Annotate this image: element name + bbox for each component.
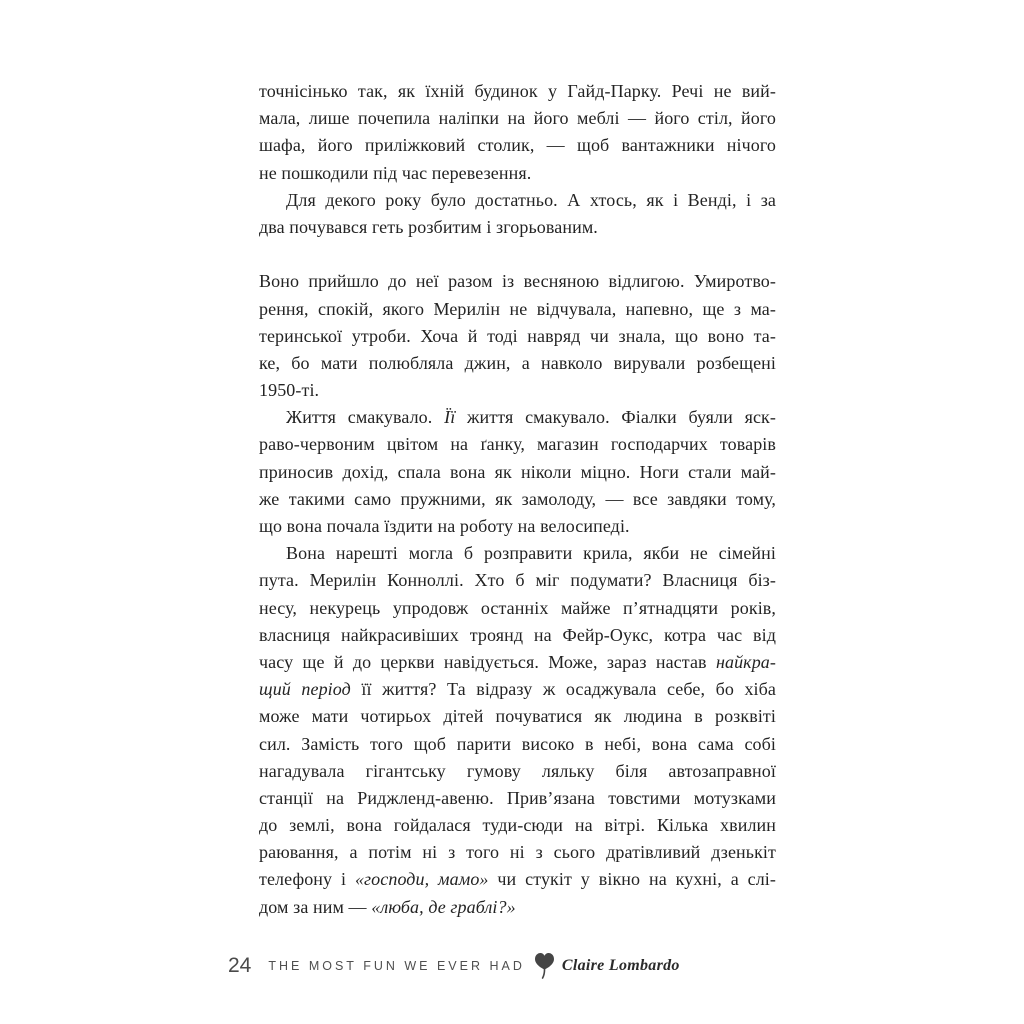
body-text: телефону і [259,869,355,890]
author-name: Claire Lombardo [561,957,680,974]
italic-text: «господи, мамо» [354,869,489,890]
text-line [259,105,776,132]
italic-text: найкра- [715,651,776,672]
text-line [259,866,776,893]
body-text: раювання, а потім ні з того ні з сього дратівливий дзенькіт [259,842,776,863]
page-footer [228,950,680,982]
body-text: Воно прийшло до неї разом із весняною відлигою. Умиротво- [259,271,776,292]
body-text: шафа, його приліжковий столик, — щоб вантажники нічого [259,135,776,156]
page-text [259,78,776,921]
body-text: точнісінько так, як їхній будинок у Гайд-Парку. Речі не вий- [259,81,776,101]
text-line [259,567,776,594]
italic-text: «люба, де граблі?» [371,896,516,917]
body-text: два почувався геть розбитим і згорьованим. [259,216,598,237]
text-line [259,296,776,323]
text-line [259,839,776,866]
body-text: чи стукіт у вікно на кухні, а слі- [488,869,776,890]
ginkgo-leaf-icon [534,952,555,979]
body-text: пута. Мерилін Конноллі. Хто б міг подумати? Власниця біз- [259,570,776,591]
text-line [259,894,776,921]
body-text: раво-червоним цвітом на ґанку, магазин господарчих товарів [259,434,776,455]
body-text: мала, лише почепила наліпки на його меблі — його стіл, його [259,108,776,129]
body-text: сил. Замість того щоб парити високо в небі, вона сама собі [259,733,776,754]
body-text: рення, спокій, якого Мерилін не відчувала, напевно, ще з ма- [259,298,776,319]
text-line [259,323,776,350]
body-text: несу, некурець упродовж останніх майже п’ятнадцяти років, [259,597,776,618]
running-book-title: THE MOST FUN WE EVER HAD [268,959,525,973]
body-text: до землі, вона гойдалася туди-сюди на вітрі. Кілька хвилин [259,815,776,836]
text-line [259,676,776,703]
text-line [259,513,776,540]
body-text: що вона почала їздити на роботу на велосипеді. [259,516,630,536]
section-break [259,241,776,268]
body-text: Вона нарешті могла б розправити крила, якби не сімейні [286,543,776,564]
body-text: її життя? Та відразу ж осаджувала себе, бо хіба [350,679,776,700]
text-line [259,622,776,649]
page-number: 24 [228,954,252,977]
body-text: власниця найкрасивіших троянд на Фейр-Оукс, котра час від [259,624,776,645]
text-line [259,160,776,187]
text-line [259,758,776,785]
body-text: не пошкодили під час перевезення. [259,162,532,183]
text-line [259,78,776,105]
italic-text: щий період [259,679,351,700]
body-text: Життя смакувало. [286,407,445,428]
text-line [259,187,776,214]
body-text: станції на Риджленд-авеню. Прив’язана товстими мотузками [259,787,776,808]
body-text: же такими само пружними, як замолоду, — все завдяки тому, [259,488,776,509]
text-line [259,785,776,812]
text-line [259,540,776,567]
text-line [259,812,776,839]
body-text: може мати чотирьох дітей почуватися як людина в розквіті [259,706,776,727]
text-line [259,649,776,676]
italic-text: Її [444,407,456,428]
text-line [259,377,776,404]
body-text: часу ще й до церкви навідується. Може, зараз настав [259,651,716,672]
body-text: приносив дохід, спала вона як ніколи міцно. Ноги стали май- [259,461,776,482]
text-line [259,404,776,431]
text-line [259,350,776,377]
text-line [259,132,776,159]
body-text: життя смакувало. Фіалки буяли яск- [455,407,776,428]
body-text: ке, бо мати полюбляла джин, а навколо вирували розбещені [259,352,776,373]
text-line [259,268,776,295]
text-line [259,486,776,513]
body-text: нагадувала гігантську гумову ляльку біля автозаправної [259,760,776,781]
text-line [259,595,776,622]
text-line [259,703,776,730]
body-text: теринської утроби. Хоча й тоді навряд чи знала, що воно та- [259,325,776,346]
text-line [259,214,776,241]
body-text: 1950-ті. [259,380,320,401]
body-text: дом за ним — [259,896,372,917]
text-line [259,459,776,486]
text-line [259,731,776,758]
body-text: Для декого року було достатньо. А хтось, як і Венді, і за [286,189,776,210]
text-line [259,431,776,458]
